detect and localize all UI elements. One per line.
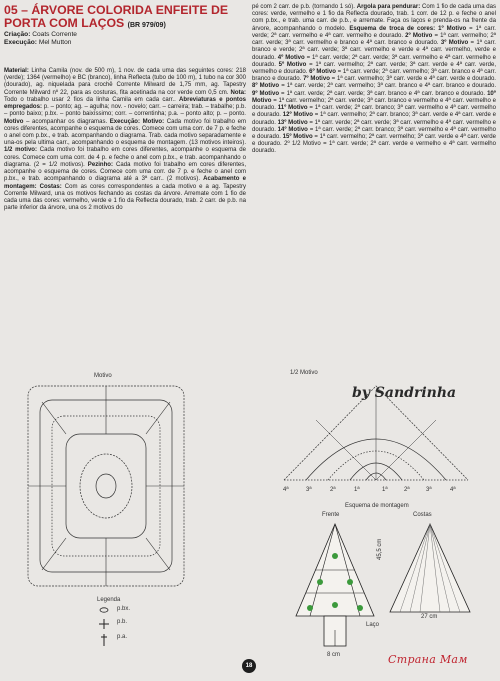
credits <box>4 31 244 46</box>
assembly-front-label: Frente <box>322 512 340 518</box>
text-segment: 15º Motivo = 1ª carr. vermelho; 2ª carr. vermelho; 3ª carr. verde e 4ª carr. verde e dourado. <box>252 133 496 148</box>
text-segment: 5º Motivo = 1ª carr. vermelho; 2ª carr. verde; 3ª carr. verde e 4ª carr. verde, vermelho e dourado. <box>252 61 497 75</box>
pattern-code: (BR 979/09) <box>127 22 166 29</box>
text-segment: Execução: Motivo: Cada motivo foi trabalho em cores diferentes, acompanhe o esquema de cores. Comece com uma corr. de 7 p. e feche o anel com p.bx., e trab. acompanhando o diagrama. Trab. cada motivo separadamente e una-os pela ultima carr., acompanhando o esquema de montagem. (13 motivos inteiros). <box>4 118 247 147</box>
legend-pa: p.a. <box>117 634 128 640</box>
assembly-title: Esquema de montagem <box>345 503 409 509</box>
text-segment: 4º Motivo = 1ª carr. verde; 2ª carr. verde; 3ª carr. vermelho e 4ª carr. vermelho e dourado. <box>252 54 496 68</box>
credit-creation: Criação: Coats Corrente <box>4 31 77 38</box>
signature: by Sandrinha <box>352 385 457 401</box>
assembly-width: 27 cm <box>421 614 438 620</box>
text-segment: 3º Motivo = 1ª carr. branco e verde; 2ª carr. verde; 3ª carr. vermelho e verde e 4ª carr. vermelho, verde e dourado. <box>252 40 496 61</box>
text-segment: Material: Linha Camila (nov. de 500 m), 1 nov. de cada uma das seguintes cores: 218 (verde); 1364 (vermelho) e BC (branco), linha Reflecta (tubo de 100 m), 1 tubo na cor 300 (dourado), ag. niquelada para crochê Corrente Milward de 1,75 mm, ag. Tapestry Corrente Milward nº 22, para as costuras, fita acetinada na cor verde com 0,5 cm. <box>4 68 247 96</box>
text-segment: 12º Motivo = 1ª carr. vermelho; 2ª carr. branco; 3ª carr. verde e 4ª carr. verde e dourado. <box>252 112 496 126</box>
assembly-back-tree <box>386 520 476 620</box>
text-segment: 1/2 motivo: Cada motivo foi trabalho em cores diferentes, acompanhe o esquema de cores. Comece com uma corr. de 4 p. e feche o anel com p.bx., e trab. acompanhando o diagrama. (2 = 1/2 motivos). <box>4 147 247 168</box>
legend-pb: p.b. <box>117 619 128 625</box>
text-segment: Acabamento e montagem: Costas: Com as cores correspondentes a cada motivo e a ag. Tapestry Corrente Milward, una os motivos fechando as costas da árvore. Arremate com 1 fio de cada uma das cores: vermelho, verde e 1 fio da Reflecta dourado, trab. 2 carr. de p.b. na parte inferior da árvore, una os 2 motivos do <box>4 176 246 212</box>
text-segment: Abreviaturas e pontos empregados: p. – ponto; ag. – agulha; nov. - novelo; carr. – carreira; trab. – trabalhe; p.b. – ponto baixo; p.bx. – ponto baixíssimo; corr. – correntinha; p.a. – ponto alto; p. – ponto. <box>4 96 246 118</box>
text-segment: 11º Motivo = 1ª carr. verde; 2ª carr. branco; 3ª carr. vermelho e 4ª carr. vermelho e dourado. <box>252 105 496 119</box>
text-segment: Motivo – acompanhar os diagramas. <box>4 118 108 125</box>
pattern-title: 05 – ÁRVORE COLORIDA ENFEITE DE PORTA COM LAÇOS (BR 979/09) <box>4 3 229 30</box>
text-segment: 2º Motivo = 1ª carr. vermelho; 2ª carr. verde; 3ª carr. vermelho e branco e 4ª carr. branco e dourado. <box>252 32 497 47</box>
text-segment: Pezinho: Cada motivo foi trabalho em cores diferentes, acompanhe o esquema de cores. Comece com uma corr. de 7 p. e feche o anel com p.bx., e trab. acompanhando o diagrama até a 3ª carr.. (2 motivos). <box>4 161 246 183</box>
assembly-foot-width: 8 cm <box>327 652 341 658</box>
assembly-height: 45,5 cm <box>377 538 383 560</box>
text-segment: 8º Motivo = 1ª carr. verde; 2ª carr. vermelho; 3ª carr. branco e 4ª carr. branco e dourado. <box>252 83 497 90</box>
text-segment: 10º Motivo = 1ª carr. vermelho; 2ª carr. verde; 3ª carr. branco e vermelho e 4ª carr. vermelho e dourado. <box>252 90 496 112</box>
text-segment: pé com 2 carr. de p.b. (tornando 1 só). <box>252 4 355 10</box>
square-motif-diagram <box>22 380 192 595</box>
text-segment: 13º Motivo = 1ª carr. verde; 2ª carr. verde; 3ª carr. vermelho e 4ª carr. vermelho e dourado. <box>252 119 496 133</box>
motif-label: Motivo <box>94 373 112 379</box>
text-segment: 6º Motivo = 1ª carr. verde; 2ª carr. vermelho; 3ª carr. branco e 4ª carr. branco e dourado. <box>252 68 497 83</box>
legend-pbx: p.bx. <box>117 606 131 612</box>
assembly-back-label: Costas <box>413 512 432 518</box>
assembly-bow-label: Laço <box>366 622 380 628</box>
text-segment: Nota: Todo o trabalho usar 2 fios da linha Camila em cada carr.. <box>4 89 246 103</box>
text-segment: 14º Motivo = 1ª carr. verde; 2ª carr. branco; 3ª carr. vermelho e 4ª carr. vermelho e dourado. <box>252 126 496 140</box>
text-segment: 2º 1/2 Motivo = 1ª carr. verde; 2ª carr. verde e vermelho e 4ª carr. vermelho dourado. <box>252 141 497 155</box>
text-segment: Argola para pendurar: Com 1 fio de cada uma das cores: verde, vermelho e 1 fio da Reflecta dourado, trab. 1 corr. de 12 p. e feche o anel com p.bx., e trab. uma carr. de p.b., e arremate. Faça os laços e prenda-os na frente da árvore, acompanhando o modelo. <box>252 4 496 32</box>
half-motif-label: 1/2 Motivo <box>290 370 318 376</box>
text-segment: 7º Motivo = 1ª carr. vermelho; 3ª carr. verde e 4ª carr. verde e dourado. <box>303 76 496 83</box>
credit-execution: Execução: Mel Mutton <box>4 38 72 46</box>
magazine-page: 05 – ÁRVORE COLORIDA ENFEITE DE PORTA COM LAÇOS (BR 979/09) Criação: Coats Corrente Execução: Mel Mutton Material: Linha Camila (nov. de 500 m), 1 nov. de cada uma das seguintes cores: 218 (verde); 1364 (vermelho) e BC (branco), linha Reflecta (tubo de 100 m), 1 tubo na cor 300 (dourado), ag. niquelada para crochê Corrente Milward de 1,75 mm, ag. Tapestry Corrente Milward nº 22, para as costuras, fita acetinada na cor verde com 0,5 cm. Nota: Todo o trabalho usar 2 fios da linha Camila em cada carr.. Abreviaturas e pontos empregados: p. – ponto; ag. – agulha; nov. - novelo; carr. – carreira; trab. – trabalhe; p.b. – ponto baixo; p.bx. – ponto baixíssimo; corr. – correntinha; p.a. – ponto alto; p. – ponto. Motivo – acompanhar os diagramas. Execução: Motivo: Cada motivo foi trabalho em cores diferentes, acompanhe o esquema de cores. Comece com uma corr. de 7 p. e feche o anel com p.bx., e trab. acompanhando o diagrama. Trab. cada motivo separadamente e una-os pela ultima carr., acompanhando o esquema de montagem. (13 motivos inteiros). 1/2 motivo: Cada motivo foi trabalho em cores diferentes, acompanhe o esquema de cores. Comece com uma corr. de 4 p. e feche o anel com p.bx., e trab. acompanhando o diagrama. (2 = 1/2 motivos). Pezinho: Cada motivo foi trabalho em cores diferentes, acompanhe o esquema de cores. Comece com uma corr. de 7 p. e feche o anel com p.bx., e trab. acompanhando o diagrama até a 3ª carr.. (2 motivos). Acabamento e montagem: Costas: Com as cores correspondentes a cada motivo e a ag. Tapestry Corrente Milward, una os motivos fechando as costas da árvore. Arremate com 1 fio de cada uma das cores: vermelho, verde e 1 fio da Reflecta dourado, trab. 2 carr. de p.b. na parte inferior da árvore, una os 2 motivos do pé com 2 carr. de p.b. (tornando 1 só). Argola para pendurar: Com 1 fio de cada uma das cores: verde, vermelho e 1 fio da Reflecta dourado, trab. 1 corr. de 12 p. e feche o anel com p.bx., e trab. uma carr. de p.b., e arremate. Faça os laços e prenda-os na frente da árvore, acompanhando o modelo. Esquema de troca de cores: 1º Motivo = 1ª carr. verde; 2ª carr. vermelho e 4ª carr. vermelho e dourado. 2º Motivo = 1ª carr. vermelho; 2ª carr. verde; 3ª carr. vermelho e branco e 4ª carr. branco e dourado. 3º Motivo = 1ª carr. branco e verde; 2ª carr. verde; 3ª carr. vermelho e verde e 4ª carr. vermelho, verde e dourado. 4º Motivo = 1ª carr. verde; 2ª carr. verde; 3ª carr. vermelho e 4ª carr. vermelho e dourado. 5º Motivo = 1ª carr. vermelho; 2ª carr. verde; 3ª carr. verde e 4ª carr. verde, vermelho e dourado. 6º Motivo = 1ª carr. verde; 2ª carr. vermelho; 3ª carr. branco e 4ª carr. branco e dourado. 7º Motivo = 1ª carr. vermelho; 3ª carr. verde e 4ª carr. verde e dourado. 8º Motivo = 1ª carr. verde; 2ª carr. vermelho; 3ª carr. branco e 4ª carr. branco e dourado. 9º Motivo = 1ª carr. verde; 2ª carr. verde; 3ª carr. branco e 4ª carr. branco e dourado. 10º Motivo = 1ª carr. vermelho; 2ª carr. verde; 3ª carr. branco e vermelho e 4ª carr. vermelho e dourado. 11º Motivo = 1ª carr. verde; 2ª carr. branco; 3ª carr. vermelho e 4ª carr. vermelho e dourado. 12º Motivo = 1ª carr. vermelho; 2ª carr. branco; 3ª carr. verde e 4ª carr. verde e dourado. 13º Motivo = 1ª carr. verde; 2ª carr. verde; 3ª carr. vermelho e 4ª carr. vermelho e dourado. 14º Motivo = 1ª carr. verde; 2ª carr. branco; 3ª carr. vermelho e 4ª carr. vermelho e dourado. 15º Motivo = 1ª carr. vermelho; 2ª carr. vermelho; 3ª carr. verde e 4ª carr. verde e dourado. 2º 1/2 Motivo = 1ª carr. verde; 2ª carr. verde e vermelho e 4ª carr. vermelho dourado. Motivo Legenda p.bx. p.b. p.a. 1/2 Motivo 4ª 3ª 2ª 1ª 1ª 2ª 3ª 4ª by Sandrinha Esquema de montagem Frente Costas 45,5 cm Laço 8 cm 27 cm 18 Страна Мам <box>0 0 500 681</box>
watermark: Страна Мам <box>388 653 468 666</box>
assembly-front-tree <box>290 520 380 660</box>
page-number: 18 <box>242 659 256 673</box>
text-segment: 9º Motivo = 1ª carr. verde; 2ª carr. verde; 3ª carr. branco e 4ª carr. branco e dourado. <box>252 90 486 97</box>
legend-title: Legenda <box>97 597 121 603</box>
instructions-left-column <box>4 68 246 212</box>
instructions-right-column <box>252 4 496 156</box>
text-segment: Esquema de troca de cores: 1º Motivo = 1ª carr. verde; 2ª carr. vermelho e 4ª carr. vermelho e dourado. <box>252 25 496 39</box>
legend-symbols <box>98 604 114 648</box>
